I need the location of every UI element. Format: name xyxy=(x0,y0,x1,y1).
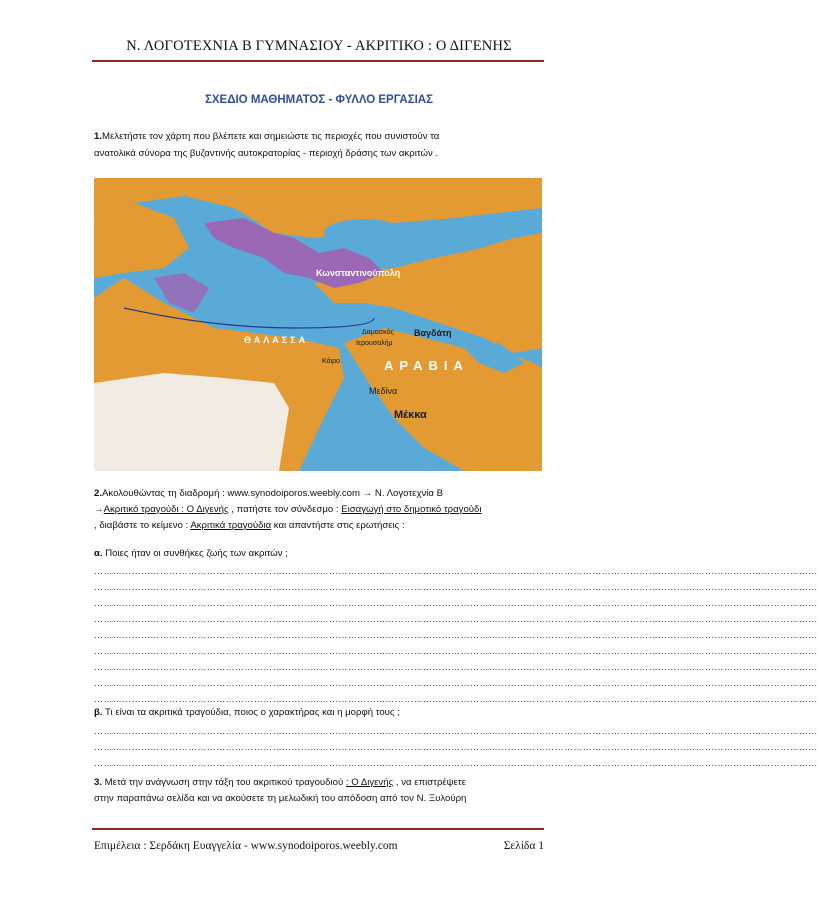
answer-line[interactable]: …………………………………………………………………………………………………………………………………………………………………………………………………………… xyxy=(94,694,818,704)
answer-line[interactable]: …………………………………………………………………………………………………………………………………………………………………………………………………………… xyxy=(94,726,818,736)
answer-line[interactable]: …………………………………………………………………………………………………………………………………………………………………………………………………………… xyxy=(94,598,818,608)
link-o-digenis[interactable]: : Ο Διγενής xyxy=(345,777,394,788)
question-2-number: 2. xyxy=(94,488,103,499)
question-3-line-2: στην παραπάνω σελίδα και να ακούσετε τη μελωδική του απόδοση από τον Ν. Ξυλούρη xyxy=(94,793,467,804)
footer-divider xyxy=(92,828,544,830)
question-3-number: 3. xyxy=(94,777,103,788)
link-eisagogi-dimotiko[interactable]: Εισαγωγή στο δημοτικό τραγούδι xyxy=(341,504,482,515)
question-a-label: α. xyxy=(94,548,103,559)
answer-line[interactable]: …………………………………………………………………………………………………………………………………………………………………………………………………………… xyxy=(94,662,818,672)
question-1-number: 1. xyxy=(94,131,103,142)
page-title: ΣΧΕΔΙΟ ΜΑΘΗΜΑΤΟΣ - ΦΥΛΛΟ ΕΡΓΑΣΙΑΣ xyxy=(204,94,433,106)
answer-line[interactable]: …………………………………………………………………………………………………………………………………………………………………………………………………………… xyxy=(94,582,818,592)
page-number: Σελίδα 1 xyxy=(503,840,544,852)
question-1-line-2: ανατολικά σύνορα της βυζαντινής αυτοκρατορίας - περιοχή δράσης των ακριτών . xyxy=(94,148,439,159)
map-black-sea xyxy=(324,219,404,247)
answer-line[interactable]: …………………………………………………………………………………………………………………………………………………………………………………………………………… xyxy=(94,566,818,576)
question-2-intro: Ακολουθώντας τη διαδρομή : www.synodoiporos.weebly.com → Ν. Λογοτεχνία Β xyxy=(102,488,444,499)
question-2-mid: , πατήστε τον σύνδεσμο : xyxy=(228,504,342,515)
map-label-mecca: Μέκκα xyxy=(394,409,427,421)
link-akritika-tragoudia[interactable]: Ακριτικά τραγούδια xyxy=(190,520,272,531)
map-label-cairo: Κάιρο xyxy=(322,358,341,365)
question-3-text2: , να επιστρέψετε xyxy=(393,777,466,788)
link-akritiko-tragoudi[interactable]: Ακριτικό τραγούδι : Ο Διγενής xyxy=(103,504,229,515)
footer-credit: Επιμέλεια : Σερδάκη Ευαγγελία - www.synodoiporos.weebly.com xyxy=(94,840,398,852)
question-b-label: β. xyxy=(94,707,103,718)
map-label-baghdad: Βαγδάτη xyxy=(414,328,452,338)
question-3-text1: Μετά την ανάγνωση στην τάξη του ακριτικού τραγουδιού xyxy=(102,777,346,788)
question-2-line3-end: και απαντήστε στις ερωτήσεις : xyxy=(271,520,405,531)
map-label-constantinople: Κωνσταντινούπολη xyxy=(316,268,401,278)
question-2-arrow: → xyxy=(94,504,104,515)
question-a-text: Ποιες ήταν οι συνθήκες ζωής των ακριτών ; xyxy=(102,548,288,559)
question-2 xyxy=(94,486,546,534)
question-1-line-1: Μελετήστε τον χάρτη που βλέπετε και σημειώστε τις περιοχές που συνιστούν τα xyxy=(102,131,440,142)
byzantine-empire-map xyxy=(94,178,542,471)
answer-line[interactable]: …………………………………………………………………………………………………………………………………………………………………………………………………………… xyxy=(94,758,818,768)
question-b xyxy=(94,706,546,720)
answer-line[interactable]: …………………………………………………………………………………………………………………………………………………………………………………………………………… xyxy=(94,630,818,640)
answer-line[interactable]: …………………………………………………………………………………………………………………………………………………………………………………………………………… xyxy=(94,678,818,688)
map-label-medina: Μεδίνα xyxy=(369,386,398,396)
question-a xyxy=(94,547,546,561)
answer-line[interactable]: …………………………………………………………………………………………………………………………………………………………………………………………………………… xyxy=(94,742,818,752)
question-b-text: Τι είναι τα ακριτικά τραγούδια, ποιος ο χαρακτήρας και η μορφή τους ; xyxy=(102,707,400,718)
question-3 xyxy=(94,775,546,807)
map-label-sea: ΘΑΛΑΣΣΑ xyxy=(244,335,309,345)
header-divider xyxy=(92,60,544,62)
answer-line[interactable]: …………………………………………………………………………………………………………………………………………………………………………………………………………… xyxy=(94,614,818,624)
question-2-line3-start: , διαβάστε το κείμενο : xyxy=(94,520,191,531)
answer-line[interactable]: …………………………………………………………………………………………………………………………………………………………………………………………………………… xyxy=(94,646,818,656)
map-label-jerusalem: Ιερουσαλήμ xyxy=(356,340,393,347)
map-label-arabia: ΑΡΑΒΙΑ xyxy=(384,358,469,373)
question-1 xyxy=(94,128,546,162)
map-graphic xyxy=(94,178,542,471)
map-label-damascus: Δαμασκός xyxy=(362,329,394,336)
running-header: Ν. ΛΟΓΟΤΕΧΝΙΑ Β ΓΥΜΝΑΣΙΟΥ - ΑΚΡΙΤΙΚΟ : Ο ΔΙΓΕΝΗΣ xyxy=(126,38,512,54)
